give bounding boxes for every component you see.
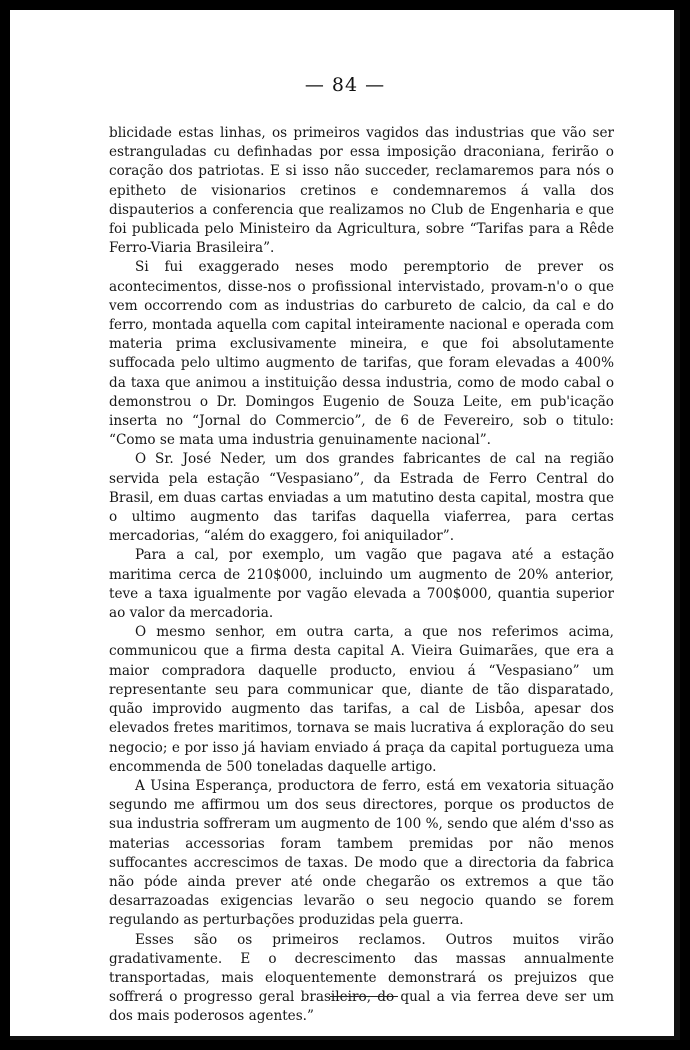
paragraph: Si fui exaggerado neses modo peremptorio de prever os acontecimentos, disse-nos o profissional intervistado, provam-n'o o que vem occorrendo com as industrias do carbureto de calcio, da cal e do ferro, montada aquella com capital inteiramente nacional e operada com materia prima exclusivamente mineira, e que foi absolutamente suffocada pelo ultimo augmento de tarifas, que foram elevadas a 400% da taxa que animou a instituição dessa industria, como de modo cabal o demonstrou o Dr. Domingos Eugenio de Souza Leite, em pub'icação inserta no “Jornal do Commercio”, de 6 de Fevereiro, sob o titulo: “Como se mata uma industria genuinamente nacional”. bbox=[109, 259, 614, 449]
paragraph: O mesmo senhor, em outra carta, a que nos referimos acima, communicou que a firma desta capital A. Vieira Guimarães, que era a maior compradora daquelle producto, enviou á “Vespasiano” um representante seu para communicar que, diante de tão disparatado, quão improvido augmento das tarifas, a cal de Lisbôa, apesar dos elevados fretes maritimos, tornava se mais lucrativa á exploração do seu negocio; e por isso já haviam enviado á praça da capital portugueza uma encommenda de 500 toneladas daquelle artigo. bbox=[109, 624, 614, 775]
paragraph: blicidade estas linhas, os primeiros vagidos das industrias que vão ser estranguladas cu definhadas por essa imposição draconiana, ferirão o coração dos patriotas. E si isso não succeder, reclamaremos para nós o epitheto de visionarios cretinos e condemnaremos á valla dos dispauterios a conferencia que realizamos no Club de Engenharia e que foi publicada pelo Ministeiro da Agricultura, sobre “Tarifas para a Rêde Ferro-Viaria Brasileira”. bbox=[109, 125, 614, 257]
closing-rule bbox=[330, 996, 398, 997]
page-number: — 84 — bbox=[304, 74, 386, 96]
paragraph: Para a cal, por exemplo, um vagão que pagava até a estação maritima cerca de 210$000, incluindo um augmento de 20% anterior, teve a taxa igualmente por vagão elevada a 700$000, quantia superior ao valor da mercadoria. bbox=[109, 547, 614, 622]
paragraph: A Usina Esperança, productora de ferro, está em vexatoria situação segundo me affirmou um dos seus directores, porque os productos de sua industria soffreram um augmento de 100 %, sendo que além d'sso as materias accessorias foram tambem premidas por não menos suffocantes accrescimos de taxas. De modo que a directoria da fabrica não póde ainda prever até onde chegarão os extremos a que tão desarrazoadas exigencias levarão o seu negocio quando se forem regulando as perturbações produzidas pela guerra. bbox=[109, 777, 614, 929]
body-text bbox=[109, 124, 614, 1027]
paragraph: O Sr. José Neder, um dos grandes fabricantes de cal na região servida pela estação “Vespasiano”, da Estrada de Ferro Central do Brasil, em duas cartas enviadas a um matutino desta capital, mostra que o ultimo augmento das tarifas daquella viaferrea, para certas mercadorias, “além do exaggero, foi aniquilador”. bbox=[109, 451, 614, 545]
document-page bbox=[10, 10, 680, 1040]
paragraph: Esses são os primeiros reclamos. Outros muitos virão gradativamente. E o decrescimento das massas annualmente transportadas, mais eloquentemente demonstrará os prejuizos que soffrerá o progresso geral brasileiro, do qual a via ferrea deve ser um dos mais poderosos agentes.” bbox=[109, 931, 614, 1025]
